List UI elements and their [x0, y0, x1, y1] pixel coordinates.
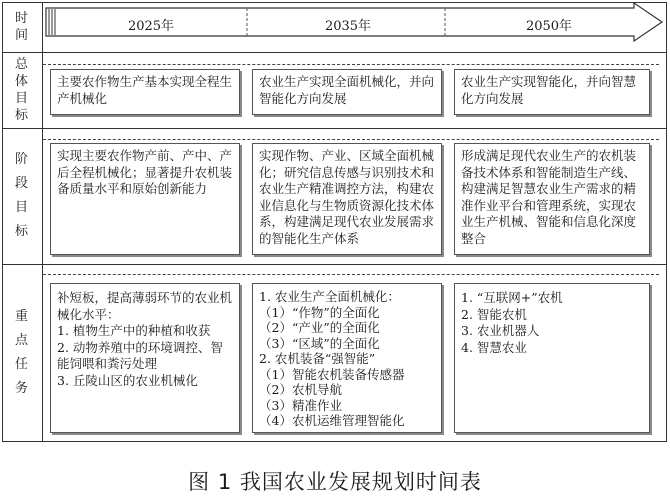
- key-tasks-2050: [454, 283, 650, 433]
- row-divider-stage: [2, 264, 667, 265]
- task-line: （3）“区域”的全面化: [259, 335, 380, 351]
- task-line: 1. 农业生产全面机械化：: [259, 289, 400, 304]
- key-tasks-2035: [252, 283, 442, 433]
- dashed-separator: [43, 64, 659, 65]
- stage-goal-2050: 形成满足现代农业生产的农机装备技术体系和智能制造生产线、构建满足智慧农业生产需求的精准作业平台和管理系统，实现农业生产机械、智能和信息化深度整合: [454, 143, 650, 255]
- row-label-overall-goal: 总体目标: [14, 57, 29, 123]
- task-line: （2）“产业”的全面化: [259, 320, 380, 335]
- row-divider-overall: [2, 128, 667, 129]
- dashed-separator: [43, 274, 659, 275]
- task-line: 2. 智能农机: [461, 306, 527, 322]
- key-tasks-2025: [50, 283, 240, 433]
- year-2025: 2025年: [127, 19, 175, 34]
- task-line: 1. “互联网+”农机: [461, 290, 563, 305]
- task-line: 2. 农机装备“强智能”: [259, 351, 376, 366]
- task-line: 3. 农业机器人: [461, 323, 540, 338]
- overall-goal-2035: 农业生产实现全面机械化，并向智能化方向发展: [252, 69, 442, 115]
- task-line: 1. 植物生产中的种植和收获: [57, 323, 211, 338]
- task-line: （1）智能农机装备传感器: [259, 366, 405, 382]
- task-line: （2）农机导航: [259, 382, 342, 397]
- stage-goal-2035: 实现作物、产业、区域全面机械化；研究信息传感与识别技术和农业生产精准调控方法，构建农业信息化与生物质资源化技术体系，构建满足现代农业发展需求的智能化生产体系: [252, 143, 442, 255]
- label-column-divider: [42, 2, 43, 442]
- row-label-time: 时间: [14, 11, 29, 43]
- task-line: 补短板，提高薄弱环节的农业机械化水平：: [57, 290, 233, 322]
- stage-goal-2025: 实现主要农作物产前、产中、产后全程机械化；显著提升农机装备质量水平和原始创新能力: [50, 143, 240, 255]
- row-label-key-tasks: 重点任务: [14, 309, 29, 396]
- row-label-stage-goal: 阶段目标: [14, 152, 29, 239]
- year-2035: 2035年: [324, 19, 372, 34]
- overall-goal-2025: 主要农作物生产基本实现全程生产机械化: [50, 69, 240, 115]
- year-2050: 2050年: [525, 19, 573, 34]
- task-line: （1）“作物”的全面化: [259, 304, 380, 320]
- figure-caption: 图 1 我国农业发展规划时间表: [188, 470, 482, 494]
- row-divider-time: [2, 52, 667, 53]
- task-line: 3. 丘陵山区的农业机械化: [57, 372, 198, 388]
- task-line: 4. 智慧农业: [461, 339, 527, 355]
- overall-goal-2050: 农业生产实现智能化，并向智慧化方向发展: [454, 69, 650, 115]
- dashed-separator: [43, 139, 659, 140]
- task-line: 2. 动物养殖中的环境调控、智能饲喂和粪污处理: [57, 339, 223, 371]
- task-line: （3）精准作业: [259, 397, 342, 413]
- task-line: （4）农机运维管理智能化: [259, 413, 405, 428]
